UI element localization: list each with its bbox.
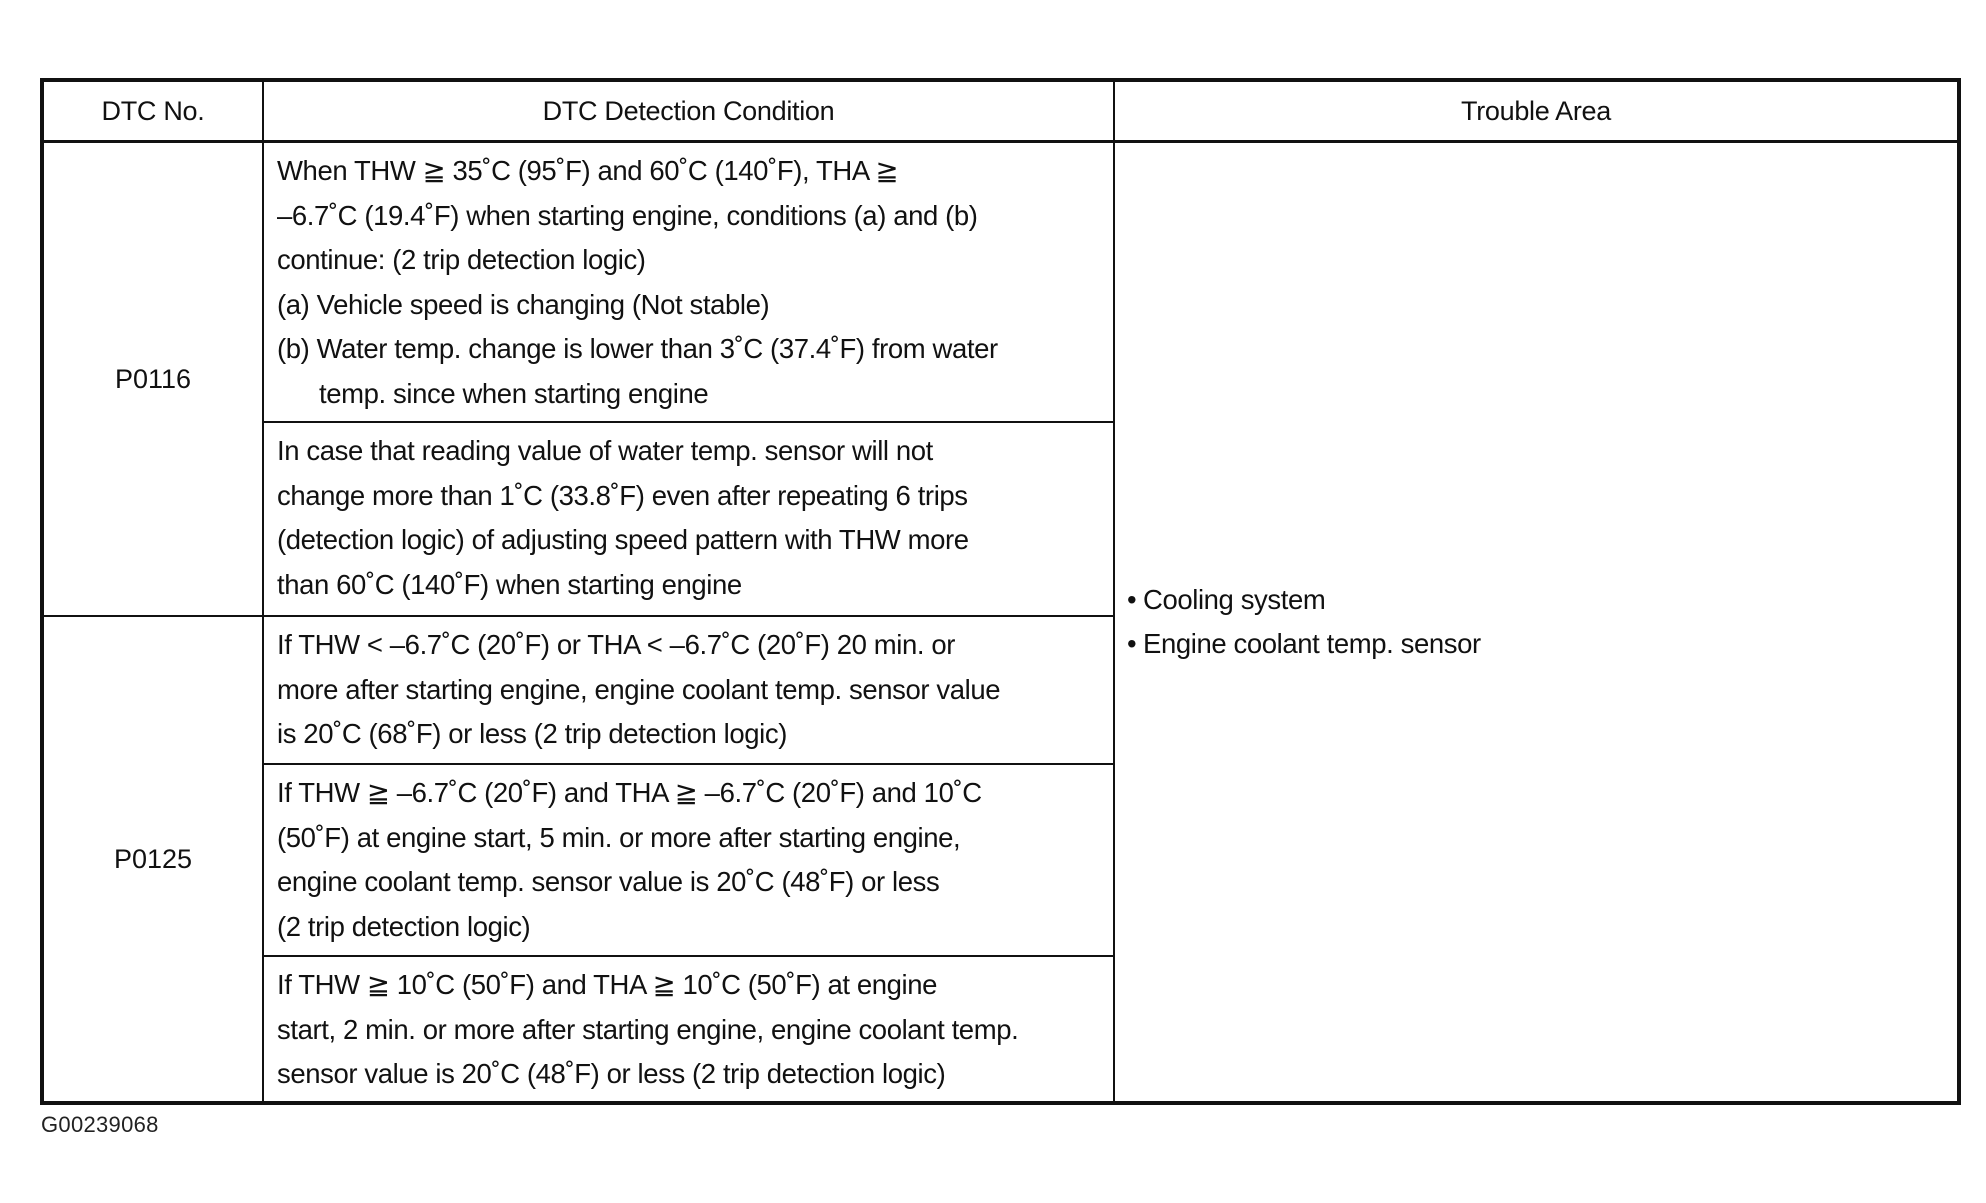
condition-line: start, 2 min. or more after starting engine, engine coolant temp. [277,1013,1019,1045]
dtc-table [40,78,1961,1105]
condition-line: (a) Vehicle speed is changing (Not stable) [277,288,770,320]
condition-line: more after starting engine, engine coolant temp. sensor value [277,673,1001,705]
condition-line: temp. since when starting engine [319,377,709,409]
condition-line: (50˚F) at engine start, 5 min. or more after starting engine, [277,821,961,853]
condition-line: If THW < –6.7˚C (20˚F) or THA < –6.7˚C (20˚F) 20 min. or [277,629,956,660]
condition-cell [263,422,1114,616]
table-row [42,142,1959,423]
header-detection-condition: DTC Detection Condition [263,80,1114,142]
trouble-item-cooling-system: • Cooling system [1127,578,1957,623]
trouble-item-coolant-temp-sensor: • Engine coolant temp. sensor [1127,622,1957,667]
condition-line: –6.7˚C (19.4˚F) when starting engine, conditions (a) and (b) [277,199,978,231]
condition-line: engine coolant temp. sensor value is 20˚C (48˚F) or less [277,866,940,897]
condition-line: (b) Water temp. change is lower than 3˚C (37.4˚F) from water [277,333,998,364]
condition-cell [263,764,1114,956]
condition-line: sensor value is 20˚C (48˚F) or less (2 trip detection logic) [277,1058,946,1089]
condition-line: (detection logic) of adjusting speed pattern with THW more [277,524,969,555]
header-trouble-area: Trouble Area [1114,80,1959,142]
condition-line: (2 trip detection logic) [277,910,531,942]
dtc-code-p0125: P0125 [42,616,263,1103]
dtc-code-p0116: P0116 [42,142,263,617]
condition-cell [263,616,1114,764]
condition-line: If THW ≧ 10˚C (50˚F) and THA ≧ 10˚C (50˚F) at engine [277,969,938,1000]
condition-line: When THW ≧ 35˚C (95˚F) and 60˚C (140˚F), THA ≧ [277,155,899,186]
condition-line: is 20˚C (68˚F) or less (2 trip detection logic) [277,718,787,749]
trouble-area-cell [1114,142,1959,1104]
condition-cell [263,142,1114,423]
figure-id: G00239068 [41,1112,159,1137]
condition-line: In case that reading value of water temp. sensor will not [277,435,933,466]
header-dtc-no: DTC No. [42,80,263,142]
condition-line: continue: (2 trip detection logic) [277,244,646,275]
condition-cell [263,956,1114,1103]
table-header-row [42,80,1959,142]
condition-line: change more than 1˚C (33.8˚F) even after repeating 6 trips [277,479,968,511]
condition-line: If THW ≧ –6.7˚C (20˚F) and THA ≧ –6.7˚C (20˚F) and 10˚C [277,777,982,808]
condition-line: than 60˚C (140˚F) when starting engine [277,568,742,600]
